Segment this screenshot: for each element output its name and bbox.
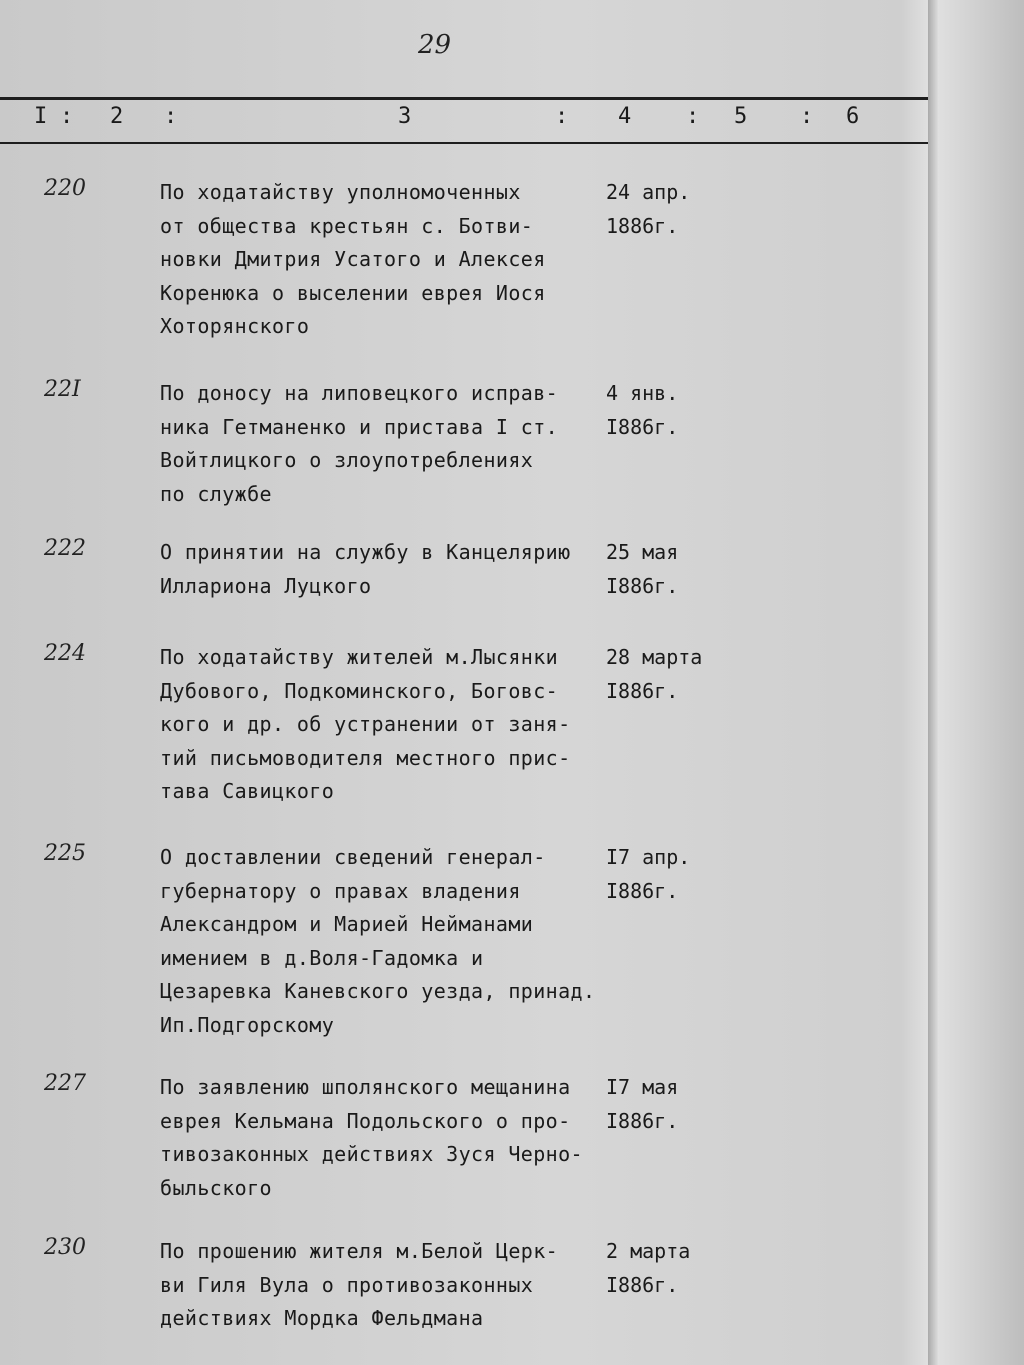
col-header-1: I [34,104,50,129]
entry-date: I7 мая I886г. [606,1075,679,1133]
entry-description: По заявлению шполянского мещанина еврея Кельмана Подольского о про- тивозаконных действиях Зуся Черно- быльского [160,1075,583,1200]
header-bottom-rule [0,142,928,144]
col-header-2: 2 [110,104,126,129]
entry-description: По доносу на липовецкого исправ- ника Гетманенко и пристава I ст. Войтлицкого о злоупотреблениях по службе [160,381,559,506]
entry-description: По прошению жителя м.Белой Церк- ви Гиля Вула о противозаконных действиях Мордка Фельдмана [160,1239,559,1330]
entry-date: 2 марта I886г. [606,1239,691,1297]
entry-number: 227 [44,1071,86,1096]
entry-date: 4 янв. I886г. [606,381,679,439]
col-separator: : [800,104,816,129]
entry-date: 28 марта I886г. [606,645,703,703]
entry-date: I7 апр. I886г. [606,845,691,903]
entry-description: По ходатайству жителей м.Лысянки Дубового, Подкоминского, Боговс- кого и др. об устранении от заня- тий письмоводителя местного прис- тава Савицкого [160,645,571,803]
col-separator: : [686,104,702,129]
col-separator: : [555,104,571,129]
page-number: 29 [418,30,452,60]
entry-description: По ходатайству уполномоченных от общества крестьян с. Ботви- новки Дмитрия Усатого и Алексея Коренюка о выселении еврея Иося Хоторянского [160,180,546,338]
col-separator: : [60,104,76,129]
entry-date: 24 апр. 1886г. [606,180,691,238]
col-header-5: 5 [734,104,750,129]
entry-number: 230 [44,1235,86,1260]
page-edge [928,0,938,1365]
entry-number: 222 [44,536,86,561]
col-header-6: 6 [846,104,862,129]
entry-number: 220 [44,176,86,201]
header-top-rule [0,97,928,100]
entry-description: О принятии на службу в Канцелярию Иллариона Луцкого [160,540,571,598]
entry-number: 22I [44,377,81,402]
entry-description: О доставлении сведений генерал- губернатору о правах владения Александром и Марией Нейманами имением в д.Воля-Гадомка и Цезаревка Каневского уезда, принад. Ип.Подгорскому [160,845,596,1037]
entry-date: 25 мая I886г. [606,540,679,598]
col-separator: : [164,104,180,129]
col-header-3: 3 [398,104,414,129]
entry-number: 225 [44,841,86,866]
col-header-4: 4 [618,104,634,129]
entry-number: 224 [44,641,86,666]
